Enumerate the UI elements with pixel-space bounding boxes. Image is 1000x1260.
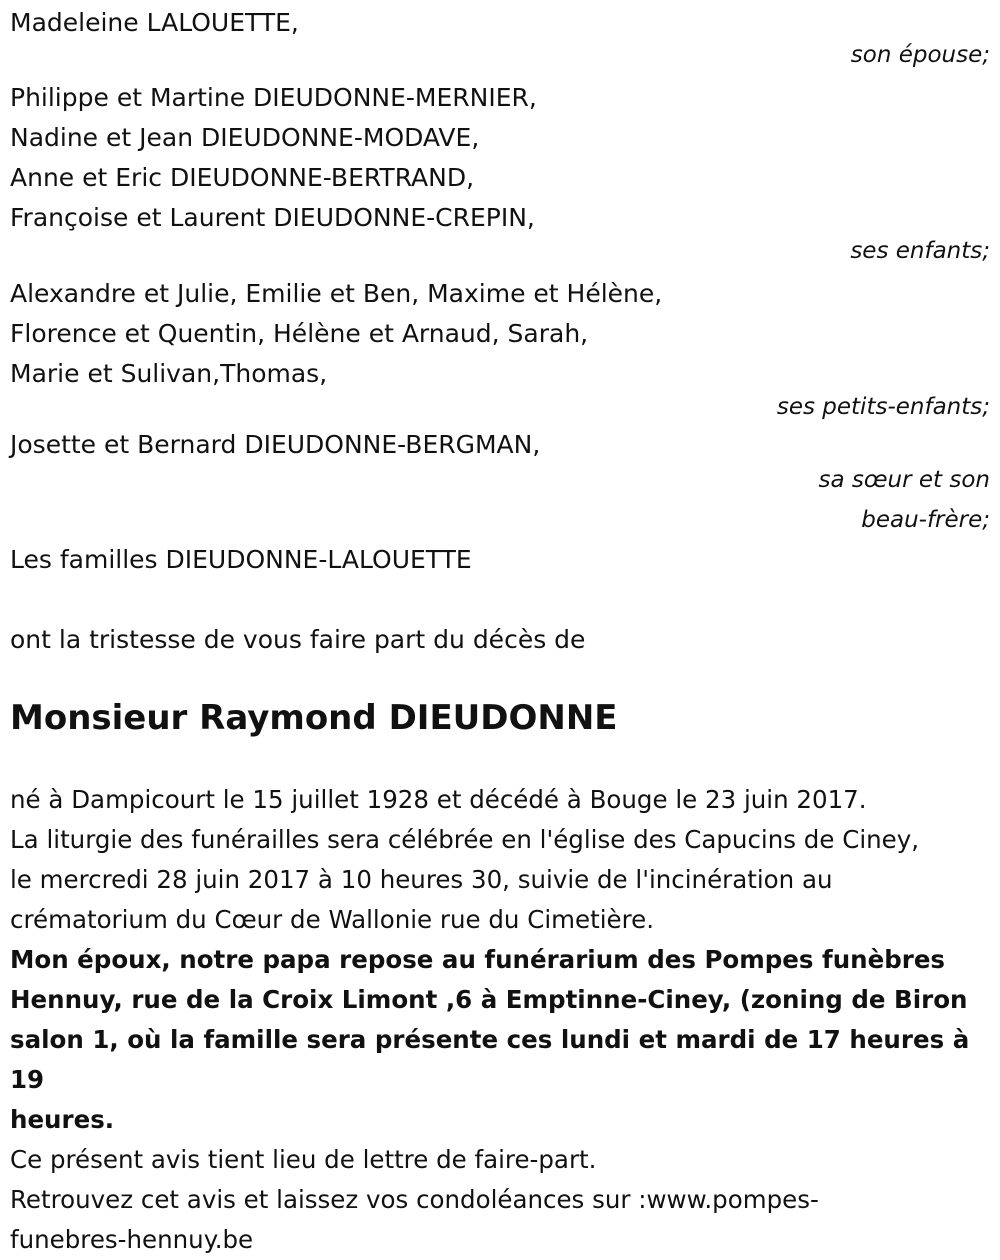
child-couple: Philippe et Martine DIEUDONNE-MERNIER, [10, 83, 537, 112]
sibling-role-line1: sa sœur et son [818, 467, 990, 493]
child-couple: Nadine et Jean DIEUDONNE-MODAVE, [10, 123, 480, 152]
grandchildren-block [10, 274, 990, 420]
children-role: ses enfants; [850, 238, 990, 264]
visitation-line: Hennuy, rue de la Croix Limont ,6 à Emptinne-Ciney, (zoning de Biron [10, 985, 968, 1014]
grandchildren-role: ses petits-enfants; [776, 394, 990, 420]
families-line: Les familles DIEUDONNE-LALOUETTE [10, 545, 472, 574]
sibling-role-line2: beau-frère; [861, 507, 990, 533]
condolences-line: Retrouvez cet avis et laissez vos condoléances sur :www.pompes- [10, 1185, 819, 1214]
visitation-line: salon 1, où la famille sera présente ces lundi et mardi de 17 heures à 19 [10, 1025, 970, 1094]
condolences-line: funebres-hennuy.be [10, 1225, 254, 1254]
announcement-text: ont la tristesse de vous faire part du décès de [10, 625, 586, 654]
notice-text: Ce présent avis tient lieu de lettre de faire-part. [10, 1145, 597, 1174]
deceased-name: Monsieur Raymond DIEUDONNE [10, 698, 618, 738]
funeral-line: crématorium du Cœur de Wallonie rue du Cimetière. [10, 905, 654, 934]
child-couple: Anne et Eric DIEUDONNE-BERTRAND, [10, 163, 475, 192]
children-block [10, 78, 990, 264]
obituary-notice [10, 0, 990, 1254]
visitation-line: heures. [10, 1105, 115, 1134]
spouse-name: Madeleine LALOUETTE, [10, 8, 299, 37]
spouse-block [10, 4, 990, 68]
sibling-block [10, 430, 990, 540]
grandchild-names: Florence et Quentin, Hélène et Arnaud, Sarah, [10, 319, 589, 348]
visitation-line: Mon époux, notre papa repose au funérarium des Pompes funèbres [10, 945, 946, 974]
funeral-line: La liturgie des funérailles sera célébrée en l'église des Capucins de Ciney, [10, 825, 920, 854]
child-couple: Françoise et Laurent DIEUDONNE-CREPIN, [10, 203, 535, 232]
grandchild-names: Marie et Sulivan,Thomas, [10, 359, 328, 388]
spouse-role: son épouse; [850, 42, 990, 68]
sibling-names: Josette et Bernard DIEUDONNE-BERGMAN, [10, 430, 541, 459]
birth-death-text: né à Dampicourt le 15 juillet 1928 et décédé à Bouge le 23 juin 2017. [10, 785, 867, 814]
funeral-line: le mercredi 28 juin 2017 à 10 heures 30, suivie de l'incinération au [10, 865, 833, 894]
grandchild-names: Alexandre et Julie, Emilie et Ben, Maxime et Hélène, [10, 279, 663, 308]
